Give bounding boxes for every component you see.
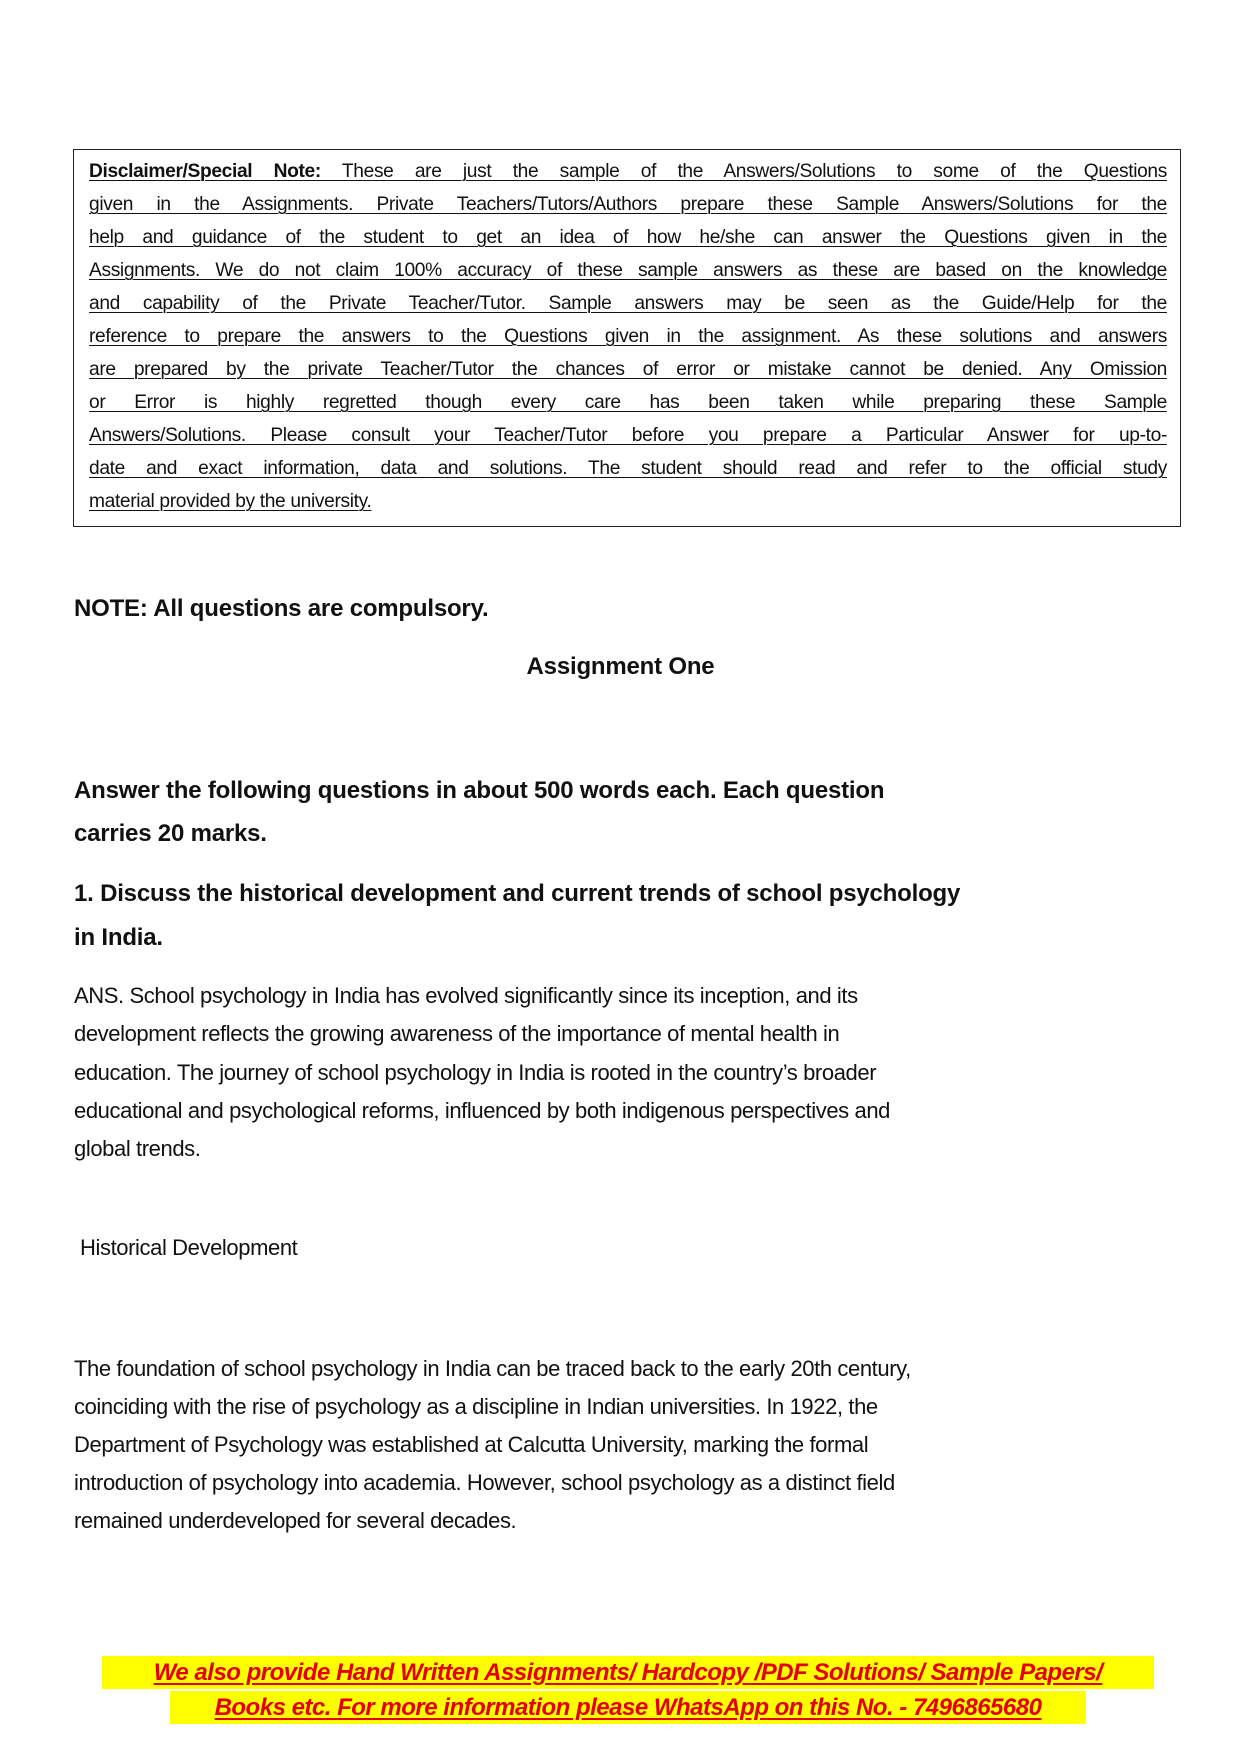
paragraph-line: coinciding with the rise of psychology as a discipline in Indian universities. In 1922, the xyxy=(74,1394,878,1419)
disclaimer-line: or Error is highly regretted though every care has been taken while preparing these Sample xyxy=(89,392,1167,413)
disclaimer-line: Disclaimer/Special Note: These are just the sample of the Answers/Solutions to some of the Questions xyxy=(89,161,1167,182)
question-line: 1. Discuss the historical development and current trends of school psychology xyxy=(74,880,961,907)
disclaimer-line: date and exact information, data and solutions. The student should read and refer to the official study xyxy=(89,458,1167,479)
section-heading: Historical Development xyxy=(80,1235,298,1260)
disclaimer-line: material provided by the university. xyxy=(89,491,372,512)
instructions-line: carries 20 marks. xyxy=(74,820,267,847)
compulsory-note: NOTE: All questions are compulsory. xyxy=(74,595,489,622)
footer-promo-line: We also provide Hand Written Assignments/ Hardcopy /PDF Solutions/ Sample Papers/ xyxy=(102,1656,1154,1689)
disclaimer-line: Assignments. We do not claim 100% accuracy of these sample answers as these are based on the knowledge xyxy=(89,260,1167,281)
assignment-title: Assignment One xyxy=(526,653,715,680)
answer-line: global trends. xyxy=(74,1136,201,1161)
disclaimer-line: help and guidance of the student to get an idea of how he/she can answer the Questions given in the xyxy=(89,227,1167,248)
disclaimer-label: Disclaimer/Special Note: xyxy=(89,161,321,182)
disclaimer-line: given in the Assignments. Private Teachers/Tutors/Authors prepare these Sample Answers/Solutions for the xyxy=(89,194,1167,215)
answer-line: educational and psychological reforms, influenced by both indigenous perspectives and xyxy=(74,1098,890,1123)
answer-line: ANS. School psychology in India has evolved significantly since its inception, and its xyxy=(74,983,858,1008)
disclaimer-line: and capability of the Private Teacher/Tutor. Sample answers may be seen as the Guide/Help for the xyxy=(89,293,1167,314)
paragraph-line: Department of Psychology was established at Calcutta University, marking the formal xyxy=(74,1432,869,1457)
answer-line: development reflects the growing awareness of the importance of mental health in xyxy=(74,1021,840,1046)
disclaimer-line: reference to prepare the answers to the Questions given in the assignment. As these solutions and answers xyxy=(89,326,1167,347)
instructions-line: Answer the following questions in about 500 words each. Each question xyxy=(74,777,885,804)
disclaimer-line: Answers/Solutions. Please consult your Teacher/Tutor before you prepare a Particular Answer for up-to- xyxy=(89,425,1167,446)
question-line: in India. xyxy=(74,924,163,951)
paragraph-line: remained underdeveloped for several decades. xyxy=(74,1508,517,1533)
paragraph-line: introduction of psychology into academia. However, school psychology as a distinct field xyxy=(74,1470,895,1495)
paragraph-line: The foundation of school psychology in India can be traced back to the early 20th century, xyxy=(74,1356,911,1381)
footer-contact-line: Books etc. For more information please WhatsApp on this No. - 7496865680 xyxy=(170,1691,1086,1724)
answer-line: education. The journey of school psychology in India is rooted in the country’s broader xyxy=(74,1060,877,1085)
disclaimer-line: are prepared by the private Teacher/Tutor the chances of error or mistake cannot be denied. Any Omission xyxy=(89,359,1167,380)
